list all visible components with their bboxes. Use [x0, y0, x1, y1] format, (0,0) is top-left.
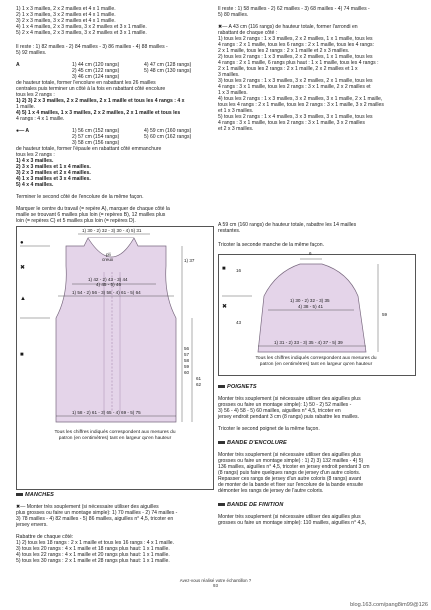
body-label-pli: pli: [106, 252, 111, 257]
page-number: 93: [213, 583, 218, 588]
manches-3: 3) 78 mailles - 4) 82 mailles - 5) 86 mailles, aiguilles n° 4,5, tricoter en: [16, 516, 174, 522]
rabattre-1: Rabattre de chaque côté:: [16, 534, 74, 540]
body-label-creux: creux: [102, 257, 114, 262]
poignets-2: grosses ou faire un montage simple): 1) 50 - 2) 52 mailles -: [218, 402, 352, 408]
a-col1-1: 1) 44 cm (120 rangs): [72, 62, 120, 68]
body-side-62: 62: [196, 382, 202, 387]
sleeve-label-left-bottom: 43: [236, 320, 242, 325]
body-label-wide: 1) 54 - 2) 56 - 3) 58 - 4) 61 - 5) 64: [72, 290, 141, 295]
a-body-4: 1) 2) 3) 2 x 3 mailles, 2 x 2 mailles, 2 x 1 maille et tous les 4 rangs : 4 x: [16, 98, 185, 104]
a-col2-2: 5) 48 cm (130 rangs): [144, 68, 192, 74]
b-col1-3: 3) 58 cm (156 rangs): [72, 140, 120, 146]
b-body-5: 3) 2 x 3 mailles et 2 x 4 mailles.: [16, 170, 91, 176]
marker-dot-icon: ●: [20, 240, 24, 246]
a-body-7: 4 rangs : 4 x 1 maille.: [16, 116, 65, 122]
sleeve-label-bottom: 1) 31 - 2) 33 - 3) 35 - 4) 37 - 5) 39: [274, 340, 343, 345]
cm43-6: 2) tous les 2 rangs : 1 x 3 mailles, 2 x 2 mailles, 1 x 1 maille, tous les: [218, 54, 373, 60]
b-col2-2: 5) 60 cm (162 rangs): [144, 134, 192, 140]
encolure-heading: [218, 440, 287, 446]
poignets-heading-text: POIGNETS: [227, 384, 257, 390]
body-side-56: 56: [184, 346, 190, 351]
sleeve-label-top: 6: [309, 251, 312, 256]
body-label-top: 1) 30 - 2) 32 - 3) 30 - 4) 5) 31: [82, 228, 142, 233]
cm43-12: 1 x 3 mailles.: [218, 90, 248, 96]
b-body-6: 4) 1 x 3 mailles et 3 x 4 mailles.: [16, 176, 91, 182]
finition-2: grosses ou faire un montage simple): 110 mailles, aiguilles n° 4,5,: [218, 520, 367, 526]
cm43-9: 3 mailles.: [218, 72, 240, 78]
body-label-inner2: 4) 45 - 5) 46: [96, 282, 122, 287]
symbol-b: ●— A: [16, 128, 30, 134]
sleeve-label-mid2: 4) 38 - 5) 41: [298, 304, 324, 309]
watermark: blog.163.com/pang8im99@126: [350, 602, 428, 608]
encolure-7: démonter les rangs de jersey de l'autre coloris.: [218, 488, 324, 494]
cm59-1: A 59 cm (160 rangs) de hauteur totale, rabattre les 14 mailles: [218, 222, 357, 228]
encolure-5: Repasser ces rangs de jersey d'un autre coloris (8 rangs) avant: [218, 476, 362, 482]
a-body-5: 1 maille.: [16, 104, 35, 110]
intro-line-3: 3) 2 x 3 mailles, 3 x 2 mailles et 4 x 1 maille.: [16, 18, 116, 24]
a-body-1: de hauteur totale, former l'encolure en rabattant les 26 mailles: [16, 80, 156, 86]
manches-4: jersey envers.: [16, 522, 48, 528]
b-col2-1: 4) 59 cm (160 rangs): [144, 128, 192, 134]
marquer-2: maille se trouvant 6 mailles plus loin (= repères B), 12 mailles plus: [16, 212, 166, 218]
marker-cross-icon: ✖: [20, 265, 26, 271]
finition-heading-text: BANDE DE FINITION: [227, 502, 284, 508]
body-side-57: 57: [184, 352, 190, 357]
sleeve-label-left-top: 16: [236, 268, 242, 273]
b-body-1: de hauteur totale, former l'épaule en rabattant côté emmanchure: [16, 146, 162, 152]
b-col1-2: 2) 57 cm (154 rangs): [72, 134, 120, 140]
body-diagram-caption: Tous les chiffres indiqués correspondent aux mesures du patron (en centimètres) tant en largeur qu'en hauteur: [54, 430, 176, 441]
a-body-6: 4) 5) 1 x 4 mailles, 1 x 3 mailles, 2 x 2 mailles, 2 x 1 maille et tous les: [16, 110, 181, 116]
footer-text: Avez-vous réalisé votre échantillon ?: [179, 578, 252, 583]
poignets-1: Monter très souplement (si nécessaire utiliser des aiguilles plus: [218, 396, 361, 402]
body-side-58: 58: [184, 358, 190, 363]
body-side-61: 61: [196, 376, 202, 381]
a-body-2: centrales puis terminer un côté à la fois en rabattant côté encolure: [16, 86, 166, 92]
manches-1: ✖— Monter très souplement (si nécessaire utiliser des aiguilles: [16, 504, 159, 510]
sleeve-label-mid: 1) 30 - 2) 32 - 3) 35: [290, 298, 330, 303]
body-diagram: [16, 226, 212, 488]
cm43-18: et 2 x 3 mailles.: [218, 126, 254, 132]
sleeve-marker-cross-icon: ✖: [222, 304, 228, 310]
cm43-4: 4 rangs : 2 x 1 maille, tous les 6 rangs : 2 x 1 maille, tous les 4 rangs:: [218, 42, 375, 48]
page-footer: [0, 578, 431, 588]
cm43-15: et 1 x 3 mailles.: [218, 108, 254, 114]
manches-heading: [16, 492, 54, 498]
b-body-3: 1) 4 x 3 mailles.: [16, 158, 54, 164]
tricoter-text: Tricoter la seconde manche de la même façon.: [218, 242, 324, 248]
marquer-1: Marquer le centre du travail (= repère A), marquer de chaque côté la: [16, 206, 170, 212]
right-top-1: Il reste : 1) 58 mailles - 2) 62 mailles - 3) 68 mailles - 4) 74 mailles -: [218, 6, 370, 12]
encolure-2: grosses ou faire un montage simple) : 1) 2) 3) 132 mailles - 4) 5): [218, 458, 364, 464]
cm43-3: 1) tous les 2 rangs : 1 x 3 mailles, 2 x 2 mailles, 1 x 1 maille, tous les: [218, 36, 373, 42]
marquer-3: loin (= repères C) et 5 mailles plus loin (= repères D).: [16, 218, 136, 224]
intro-line-5: 5) 2 x 4 mailles, 2 x 3 mailles, 3 x 2 mailles et 3 x 1 maille.: [16, 30, 147, 36]
body-side-59: 59: [184, 364, 190, 369]
cm59-2: restantes.: [218, 228, 241, 234]
sleeve-diagram-caption: Tous les chiffres indiqués correspondent aux mesures du patron (en centimètres) tant en largeur qu'en hauteur: [255, 356, 377, 367]
encolure-heading-text: BANDE D'ENCOLURE: [227, 440, 287, 446]
finition-heading: [218, 502, 283, 508]
cm43-7: 4 rangs : 2 x 1 maille, 6 rangs plus haut : 1 x 1 maille, tous les 4 rangs :: [218, 60, 379, 66]
poignets-3: 3) 56 - 4) 58 - 5) 60 mailles, aiguilles n° 4,5, tricoter en: [218, 408, 341, 414]
cm43-8: 2 x 1 maille, tous les 2 rangs : 2 x 1 maille, 2 x 2 mailles et 1 x: [218, 66, 358, 72]
poignets-4: jersey endroit pendant 3 cm (8 rangs) puis rabattre les mailles.: [218, 414, 359, 420]
manches-2: plus grosses ou faire un montage simple): 1) 70 mailles - 2) 74 mailles -: [16, 510, 178, 516]
reste-line-2: 5) 92 mailles.: [16, 50, 47, 56]
encolure-4: (8 rangs) puis faire quelques rangs de jersey d'un autre coloris.: [218, 470, 361, 476]
finition-1: Monter très souplement (si nécessaire utiliser des aiguilles plus: [218, 514, 361, 520]
body-label-bottom: 1) 58 - 2) 61 - 3) 65 - 4) 69 - 5) 75: [72, 410, 141, 415]
poignets-heading: [218, 384, 257, 390]
intro-line-2: 2) 1 x 3 mailles, 3 x 2 mailles et 4 x 1 maille.: [16, 12, 116, 18]
cm43-5: 2 x 1 maille, tous les 2 rangs : 2 x 1 maille et 2 x 3 mailles.: [218, 48, 350, 54]
right-top-2: 5) 80 mailles.: [218, 12, 249, 18]
marker-triangle-icon: ▲: [20, 296, 26, 302]
body-label-inner: 1) 42 - 2) 43 - 3) 44: [88, 277, 128, 282]
rabattre-4: 4) tous les 22 rangs : 4 x 1 maille et 20 rangs plus haut: 1 x 1 maille.: [16, 552, 170, 558]
cm43-10: 3) tous les 2 rangs : 1 x 3 mailles, 3 x 2 mailles, 2 x 1 maille, tous les: [218, 78, 373, 84]
reste-line-1: Il reste : 1) 82 mailles - 2) 84 mailles - 3) 86 mailles - 4) 88 mailles -: [16, 44, 168, 50]
a-col2-1: 4) 47 cm (128 rangs): [144, 62, 192, 68]
cm43-14: tous les 4 rangs : 2 x 1 maille, tous les 2 rangs : 3 x 1 maille, 3 x 2 mailles: [218, 102, 384, 108]
manches-heading-text: MANCHES: [25, 492, 54, 498]
cm43-13: 4) tous les 2 rangs : 1 x 3 mailles, 3 x 2 mailles, 3 x 1 maille, 2 x 1 maille,: [218, 96, 383, 102]
rabattre-5: 5) tous les 30 rangs : 2 x 1 maille et 28 rangs plus haut: 1 x 1 maille.: [16, 558, 170, 564]
cm43-1: ✖— A 43 cm (116 rangs) de hauteur totale, former l'arrondi en: [218, 24, 358, 30]
encolure-6: de monter de la bande et fixer sur l'encolure de la bande ensuite: [218, 482, 364, 488]
a-col1-3: 3) 46 cm (124 rangs): [72, 74, 120, 80]
cm43-11: 4 rangs : 3 x 1 maille, tous les 2 rangs : 3 x 1 maille, 2 x 2 mailles et: [218, 84, 371, 90]
intro-line-1: 1) 1 x 3 mailles, 2 x 2 mailles et 4 x 1 maille.: [16, 6, 116, 12]
cm43-17: 4 rangs : 3 x 1 maille, tous les 2 rangs : 3 x 1 maille, 3 x 2 mailles: [218, 120, 365, 126]
terminer-text: Terminer le second côté de l'encolure de la même façon.: [16, 194, 144, 200]
rabattre-3: 3) tous les 20 rangs : 4 x 1 maille et 18 rangs plus haut: 1 x 1 maille.: [16, 546, 170, 552]
a-col1-2: 2) 45 cm (122 rangs): [72, 68, 120, 74]
sleeve-marker-square-icon: ■: [222, 266, 226, 272]
b-col1-1: 1) 56 cm (152 rangs): [72, 128, 120, 134]
b-body-4: 2) 3 x 3 mailles et 1 x 4 mailles.: [16, 164, 91, 170]
a-body-3: tous les 2 rangs :: [16, 92, 55, 98]
sleeve-label-right: 59: [382, 312, 388, 317]
encolure-1: Monter très souplement (si nécessaire utiliser des aiguilles plus: [218, 452, 361, 458]
b-body-7: 5) 4 x 4 mailles.: [16, 182, 54, 188]
body-label-side-top: 1) 37: [184, 258, 195, 263]
cm43-16: 5) tous les 2 rangs : 1 x 4 mailles, 3 x 3 mailles, 3 x 1 maille, tous les: [218, 114, 373, 120]
symbol-a: A: [16, 62, 20, 68]
b-body-2: tous les 2 rangs :: [16, 152, 55, 158]
poignets-5: Tricoter le second poignet de la même façon.: [218, 426, 320, 432]
intro-line-4: 4) 1 x 4 mailles, 2 x 3 mailles, 3 x 2 mailles et 3 x 1 maille.: [16, 24, 147, 30]
cm43-2: rabattant de chaque côté :: [218, 30, 278, 36]
marker-square-icon: ■: [20, 352, 24, 358]
body-side-60: 60: [184, 370, 190, 375]
encolure-3: 136 mailles, aiguilles n° 4,5, tricoter en jersey endroit pendant 3 cm: [218, 464, 370, 470]
rabattre-2: 1) 2) tous les 18 rangs : 2 x 1 maille et tous les 16 rangs : 4 x 1 maille.: [16, 540, 174, 546]
